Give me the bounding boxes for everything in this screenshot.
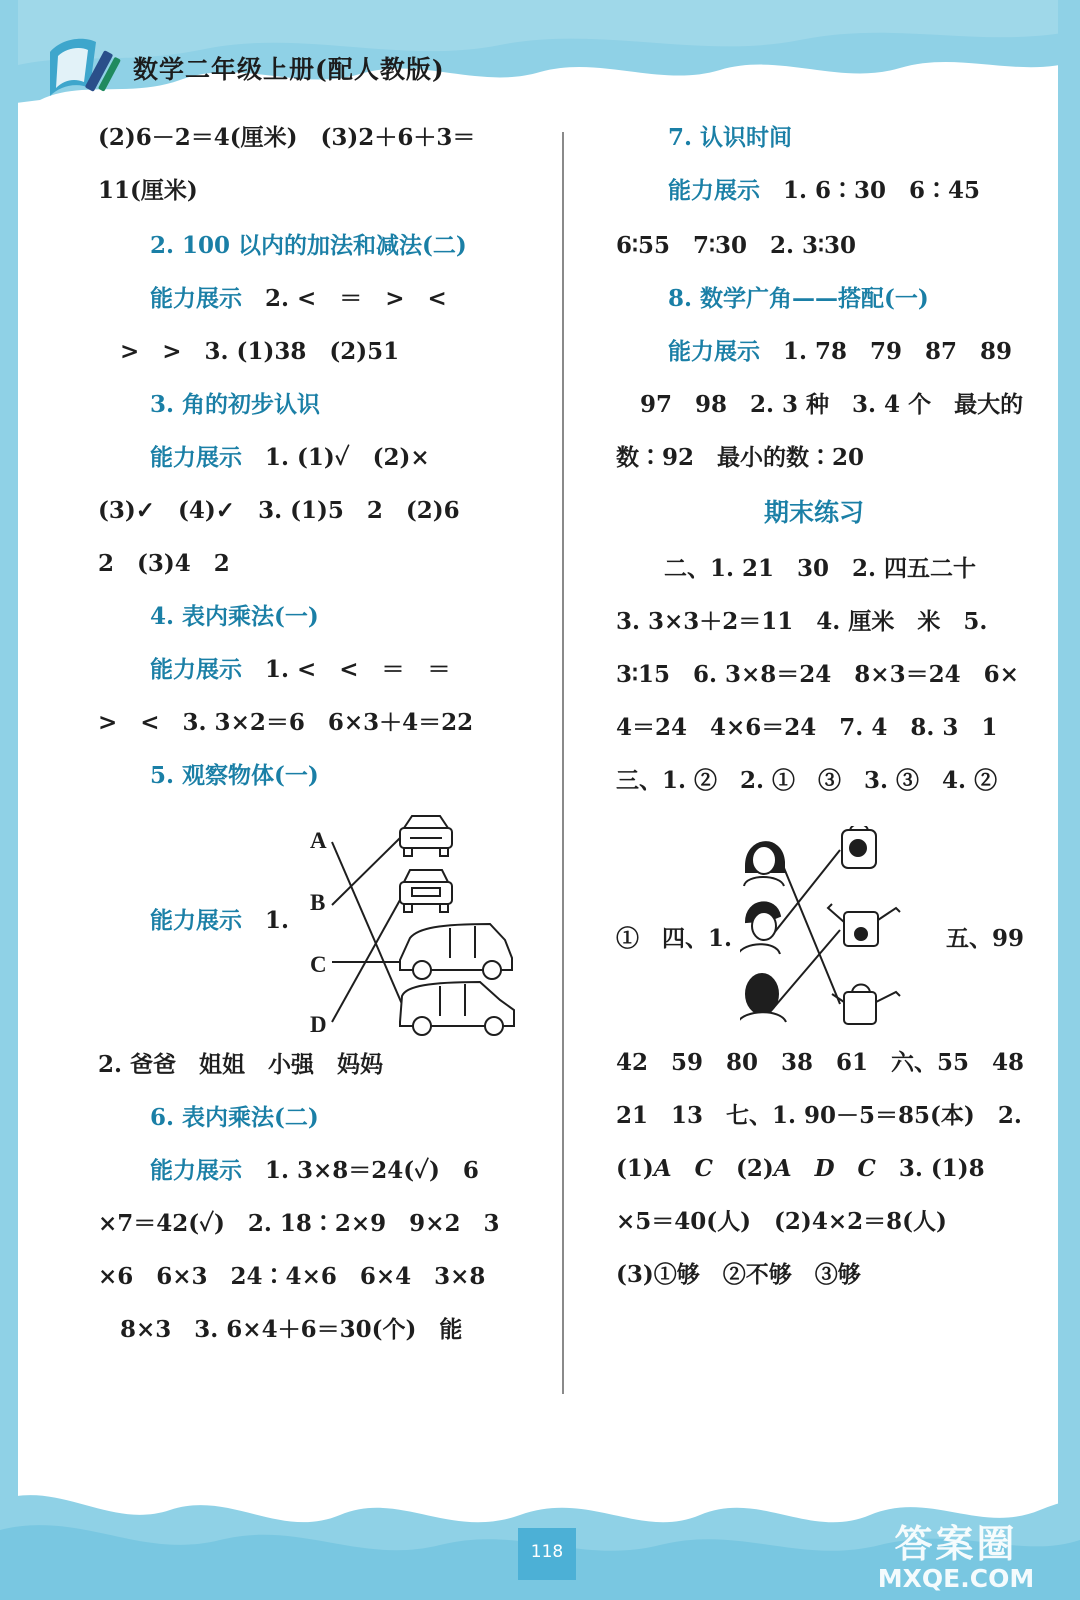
answer-text: A C [653, 1155, 713, 1182]
watering-can-front-icon [842, 826, 876, 868]
answer-text: (2) [712, 1155, 774, 1182]
answer-line: > > 3. (1)38 (2)51 [120, 338, 400, 365]
answer-line: 42 59 80 38 61 六、55 48 [616, 1049, 1025, 1076]
section-title: 2. 100 以内的加法和减法(二) [150, 232, 467, 259]
ability-label: 能力展示 [150, 1157, 242, 1184]
answer-line: ×5＝40(人) (2)4×2＝8(人) [616, 1208, 947, 1235]
ability-label: 能力展示 [150, 285, 242, 312]
left-border [0, 0, 18, 1600]
watering-can-back-icon [832, 985, 900, 1025]
answer-line: ×6 6×3 24∶4×6 6×4 3×8 [98, 1263, 486, 1290]
answer-line: 4＝24 4×6＝24 7. 4 8. 3 1 [616, 714, 998, 741]
ability-label: 能力展示 [150, 656, 242, 683]
column-divider [562, 132, 564, 1394]
answer-line: ① 四、1. [616, 925, 733, 952]
answer-line: 二、1. 21 30 2. 四五二十 [664, 555, 977, 582]
final-practice-title: 期末练习 [764, 498, 865, 527]
answer-line: 3∶15 6. 3×8＝24 8×3＝24 6× [616, 661, 1019, 688]
answer-line: 3. 3×3＋2＝11 4. 厘米 米 5. [616, 608, 988, 635]
answer-text: 1. (1)✓ (2)× [265, 444, 430, 471]
matching-lines [332, 838, 408, 1022]
answer-line [668, 337, 1012, 367]
answer-line [150, 284, 447, 314]
answer-text: (1) [616, 1155, 654, 1182]
van-side-icon [400, 924, 512, 979]
ability-label: 能力展示 [668, 338, 760, 365]
answer-line: > < 3. 3×2＝6 6×3＋4＝22 [98, 709, 474, 736]
answer-line [616, 1154, 985, 1184]
section-title: 4. 表内乘法(一) [150, 603, 319, 630]
answer-line [150, 1156, 479, 1186]
people-watering-can-figure [740, 826, 920, 1046]
answer-line: (2)6－2＝4(厘米) (3)2＋6＋3＝ [98, 124, 476, 151]
watermark-text: 答案圈 [894, 1522, 1018, 1566]
section-title: 8. 数学广角——搭配(一) [668, 285, 929, 312]
answer-text: A D C [773, 1155, 876, 1182]
answer-text: 1. [265, 907, 290, 934]
section-title: 3. 角的初步认识 [150, 391, 321, 418]
girl-front-icon [744, 842, 784, 886]
label-c: C [310, 952, 327, 977]
answer-line: ×7＝42(✓) 2. 18∶2×9 9×2 3 [98, 1210, 500, 1237]
label-b: B [310, 890, 326, 915]
ability-label: 能力展示 [150, 444, 242, 471]
answer-text: 1. 3×8＝24(✓) 6 [265, 1157, 479, 1184]
answer-line [150, 443, 430, 473]
answer-line [668, 176, 980, 206]
person-back-icon [740, 974, 786, 1022]
section-title: 6. 表内乘法(二) [150, 1104, 319, 1131]
header-logo-icon [44, 32, 124, 102]
answer-line: 三、1. ② 2. ① ③ 3. ③ 4. ② [616, 767, 998, 794]
answer-line: 数∶92 最小的数∶20 [616, 444, 865, 471]
answer-text: 2. < ＝ > < [265, 285, 447, 312]
answer-line: (3)✓ (4)✓ 3. (1)5 2 (2)6 [98, 497, 460, 524]
right-border [1058, 0, 1080, 1600]
answer-line: (3)①够 ②不够 ③够 [616, 1261, 861, 1288]
answer-text: 1. < < ＝ ＝ [265, 656, 451, 683]
answer-line: 97 98 2. 3 种 3. 4 个 最大的 [640, 391, 1024, 418]
van-side-icon-2 [400, 982, 514, 1035]
car-front-icon [400, 816, 452, 856]
watermark-url: MXQE.COM [877, 1564, 1035, 1593]
answer-line: 11(厘米) [98, 177, 198, 204]
section-title: 5. 观察物体(一) [150, 762, 319, 789]
car-rear-icon [400, 870, 452, 912]
answer-line [150, 655, 451, 685]
answer-text: 1. 6∶30 6∶45 [783, 177, 981, 204]
answer-line: 2 (3)4 2 [98, 550, 230, 577]
header-title: 数学二年级上册(配人教版) [133, 55, 445, 84]
watermark [856, 1522, 1056, 1594]
car-matching-figure [300, 810, 540, 1050]
page-number: 118 [518, 1528, 576, 1580]
answer-line [150, 906, 289, 936]
ability-label: 能力展示 [150, 907, 242, 934]
matching-lines [770, 850, 840, 1012]
ability-label: 能力展示 [668, 177, 760, 204]
answer-line: 五、99 [946, 925, 1025, 952]
answer-text: 3. (1)8 [875, 1155, 985, 1182]
answer-line: 2. 爸爸 姐姐 小强 妈妈 [98, 1051, 384, 1078]
section-title: 7. 认识时间 [668, 124, 793, 151]
label-a: A [310, 828, 327, 853]
answer-text: 1. 78 79 87 89 [783, 338, 1013, 365]
label-d: D [310, 1012, 327, 1037]
answer-line: 6∶55 7∶30 2. 3∶30 [616, 232, 857, 259]
answer-line: 8×3 3. 6×4＋6＝30(个) 能 [120, 1316, 463, 1343]
watering-can-side-icon [828, 904, 900, 946]
answer-line: 21 13 七、1. 90－5＝85(本) 2. [616, 1102, 1022, 1129]
boy-side-icon [740, 902, 780, 954]
